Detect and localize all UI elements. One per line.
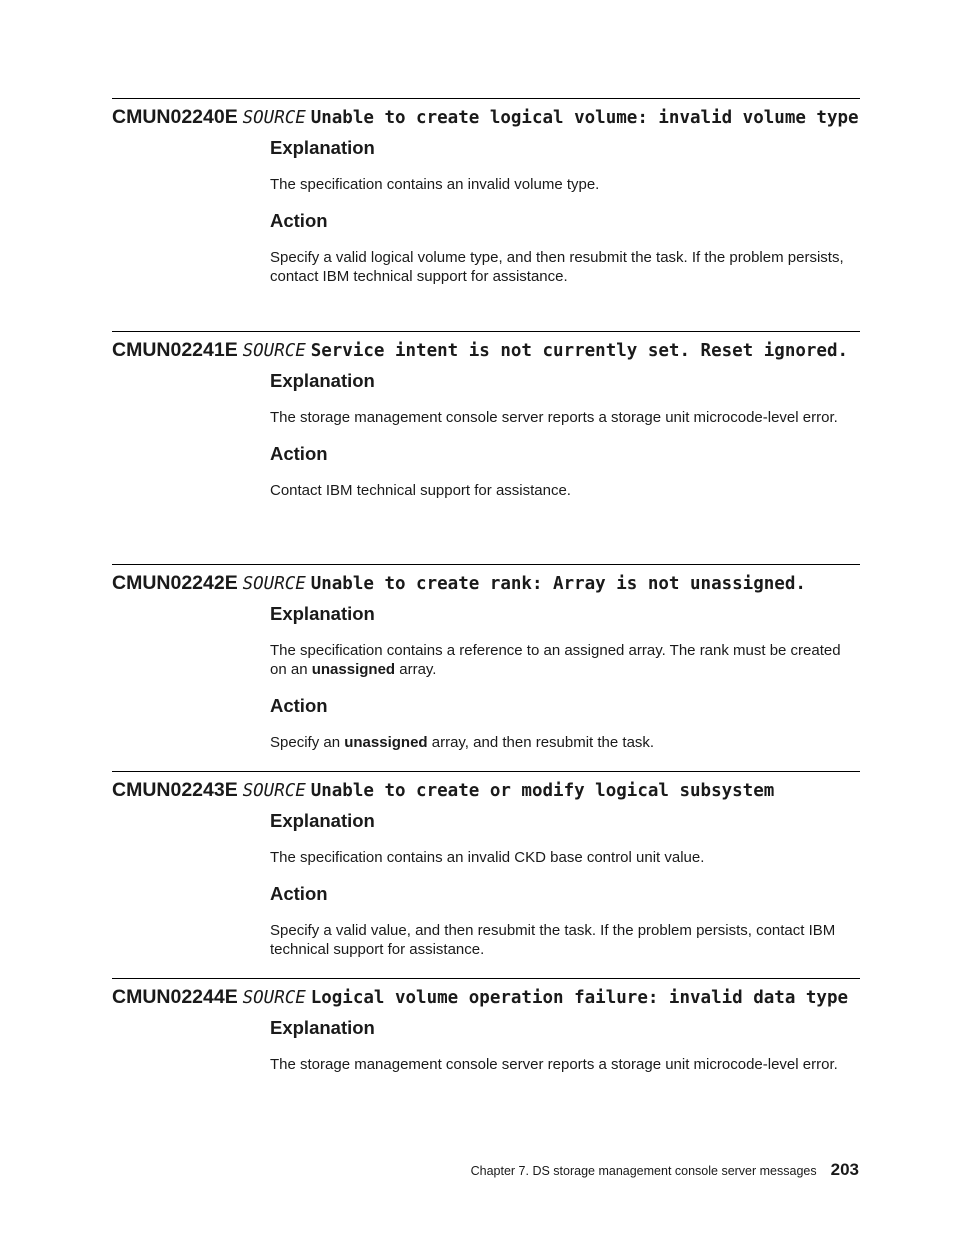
action-heading: Action [270, 210, 328, 231]
divider [112, 978, 860, 979]
message-text: Unable to create logical volume: invalid volume type [310, 108, 859, 128]
message-code: CMUN02243E [112, 779, 238, 801]
action-text: Contact IBM technical support for assistance. [270, 482, 571, 499]
message-code: CMUN02242E [112, 572, 238, 594]
message-body [270, 810, 855, 959]
message-heading [112, 984, 860, 1011]
message-code: CMUN02240E [112, 106, 238, 128]
message-text: Unable to create or modify logical subsystem [310, 781, 775, 801]
divider [112, 771, 860, 772]
emphasis-unassigned: unassigned [311, 661, 396, 678]
explanation-heading: Explanation [270, 370, 375, 391]
message-body [270, 137, 855, 286]
explanation-text-part: array. [399, 661, 437, 678]
message-entry [112, 564, 860, 752]
explanation-heading: Explanation [270, 810, 375, 831]
divider [112, 331, 860, 332]
explanation-text-part: The specification contains a reference to an assigned array. The rank must be created on an [270, 642, 841, 678]
explanation-text [270, 641, 855, 679]
message-code: CMUN02244E [112, 986, 238, 1008]
page-footer [0, 1160, 859, 1180]
message-text: Logical volume operation failure: invalid data type [310, 988, 849, 1008]
explanation-heading: Explanation [270, 137, 375, 158]
message-entry [112, 978, 860, 1074]
message-text: Unable to create rank: Array is not unassigned. [310, 574, 806, 594]
message-source: SOURCE [242, 341, 306, 361]
message-body [270, 603, 855, 752]
action-text: Specify a valid logical volume type, and then resubmit the task. If the problem persists, contact IBM technical support for assistance. [270, 249, 844, 285]
divider [112, 564, 860, 565]
message-entry [112, 331, 860, 500]
message-source: SOURCE [242, 781, 306, 801]
message-body [270, 1017, 855, 1074]
message-body [270, 370, 855, 500]
message-entry [112, 98, 860, 286]
explanation-heading: Explanation [270, 1017, 375, 1038]
action-heading: Action [270, 695, 328, 716]
message-source: SOURCE [242, 108, 306, 128]
explanation-text: The storage management console server reports a storage unit microcode-level error. [270, 1056, 838, 1073]
action-text: Specify a valid value, and then resubmit the task. If the problem persists, contact IBM technical support for assistance. [270, 922, 836, 958]
message-code: CMUN02241E [112, 339, 238, 361]
message-text: Service intent is not currently set. Reset ignored. [310, 341, 849, 361]
emphasis-unassigned: unassigned [344, 734, 428, 751]
explanation-text: The specification contains an invalid volume type. [270, 176, 600, 193]
message-source: SOURCE [242, 988, 306, 1008]
action-heading: Action [270, 443, 328, 464]
explanation-text: The storage management console server reports a storage unit microcode-level error. [270, 409, 838, 426]
divider [112, 98, 860, 99]
message-heading [112, 570, 860, 597]
message-source: SOURCE [242, 574, 306, 594]
chapter-title: Chapter 7. DS storage management console server messages [470, 1164, 817, 1178]
action-text-part: Specify an [270, 734, 341, 751]
action-text-part: array, and then resubmit the task. [431, 734, 655, 751]
message-heading [112, 337, 860, 364]
page-number: 203 [830, 1160, 859, 1179]
message-heading [112, 104, 860, 131]
message-heading [112, 777, 860, 804]
action-text [270, 733, 855, 752]
action-heading: Action [270, 883, 328, 904]
explanation-heading: Explanation [270, 603, 375, 624]
explanation-text: The specification contains an invalid CKD base control unit value. [270, 849, 705, 866]
message-entry [112, 771, 860, 959]
